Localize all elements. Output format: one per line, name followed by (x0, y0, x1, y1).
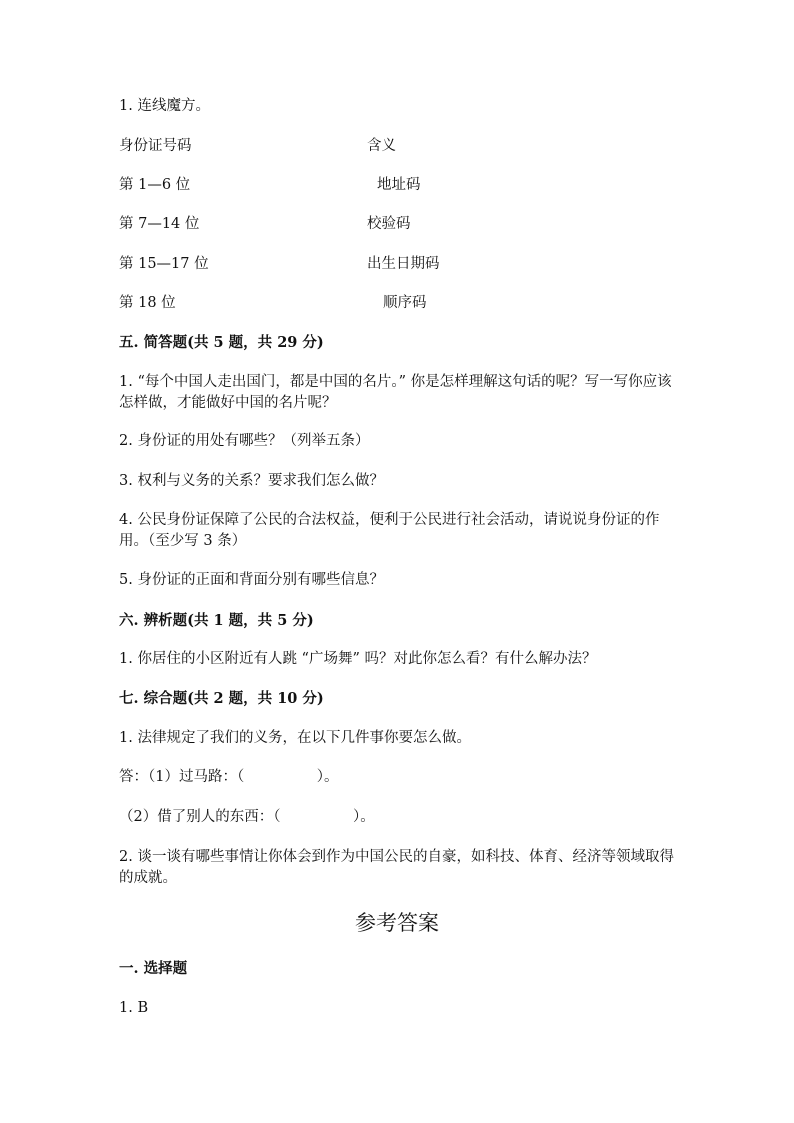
question-item: 2. 谈一谈有哪些事情让你体会到作为中国公民的自豪，如科技、体育、经济等领域取得的成就。 (119, 849, 674, 886)
question-item: 4. 公民身份证保障了公民的合法权益，便利于公民进行社会活动，请说说身份证的作用。（至少写 3 条） (119, 512, 660, 549)
answers-title: 参考答案 (355, 911, 439, 935)
question-item: 3. 权利与义务的关系？要求我们怎么做？ (119, 473, 384, 489)
matching-left-header: 身份证号码 (119, 138, 192, 154)
question-item: 1. 你居住的小区附近有人跳 “广场舞” 吗？对此你怎么看？有什么解办法？ (119, 651, 597, 667)
matching-left-item: 第 15—17 位 (119, 256, 209, 272)
section-heading-short-answer: 五. 简答题(共 5 题，共 29 分) (119, 334, 324, 351)
matching-left-item: 第 18 位 (119, 295, 176, 311)
answers-section-heading: 一. 选择题 (119, 960, 188, 977)
question-item: 1. 法律规定了我们的义务，在以下几件事你要怎么做。 (119, 730, 471, 746)
answer-item: 1. B (119, 1000, 149, 1016)
answer-line: （2）借了别人的东西：（ ）。 (119, 809, 375, 825)
question-item: 2. 身份证的用处有哪些？（列举五条） (119, 433, 370, 449)
matching-right-item: 校验码 (367, 216, 411, 232)
answer-line: 答：（1）过马路：（ ）。 (119, 769, 339, 785)
section-heading-analysis: 六. 辨析题(共 1 题，共 5 分) (119, 612, 314, 629)
matching-right-header: 含义 (367, 138, 396, 154)
matching-right-item: 地址码 (377, 177, 421, 193)
matching-left-item: 第 7—14 位 (119, 216, 200, 232)
question-item: 1. “每个中国人走出国门，都是中国的名片。” 你是怎样理解这句话的呢？写一写你应该怎样做，才能做好中国的名片呢？ (119, 374, 672, 411)
matching-right-item: 顺序码 (383, 295, 427, 311)
question-item: 5. 身份证的正面和背面分别有哪些信息？ (119, 572, 384, 588)
matching-left-item: 第 1—6 位 (119, 177, 191, 193)
section-heading-comprehensive: 七. 综合题(共 2 题，共 10 分) (119, 690, 324, 707)
matching-title: 1. 连线魔方。 (119, 98, 210, 114)
matching-right-item: 出生日期码 (367, 256, 440, 272)
